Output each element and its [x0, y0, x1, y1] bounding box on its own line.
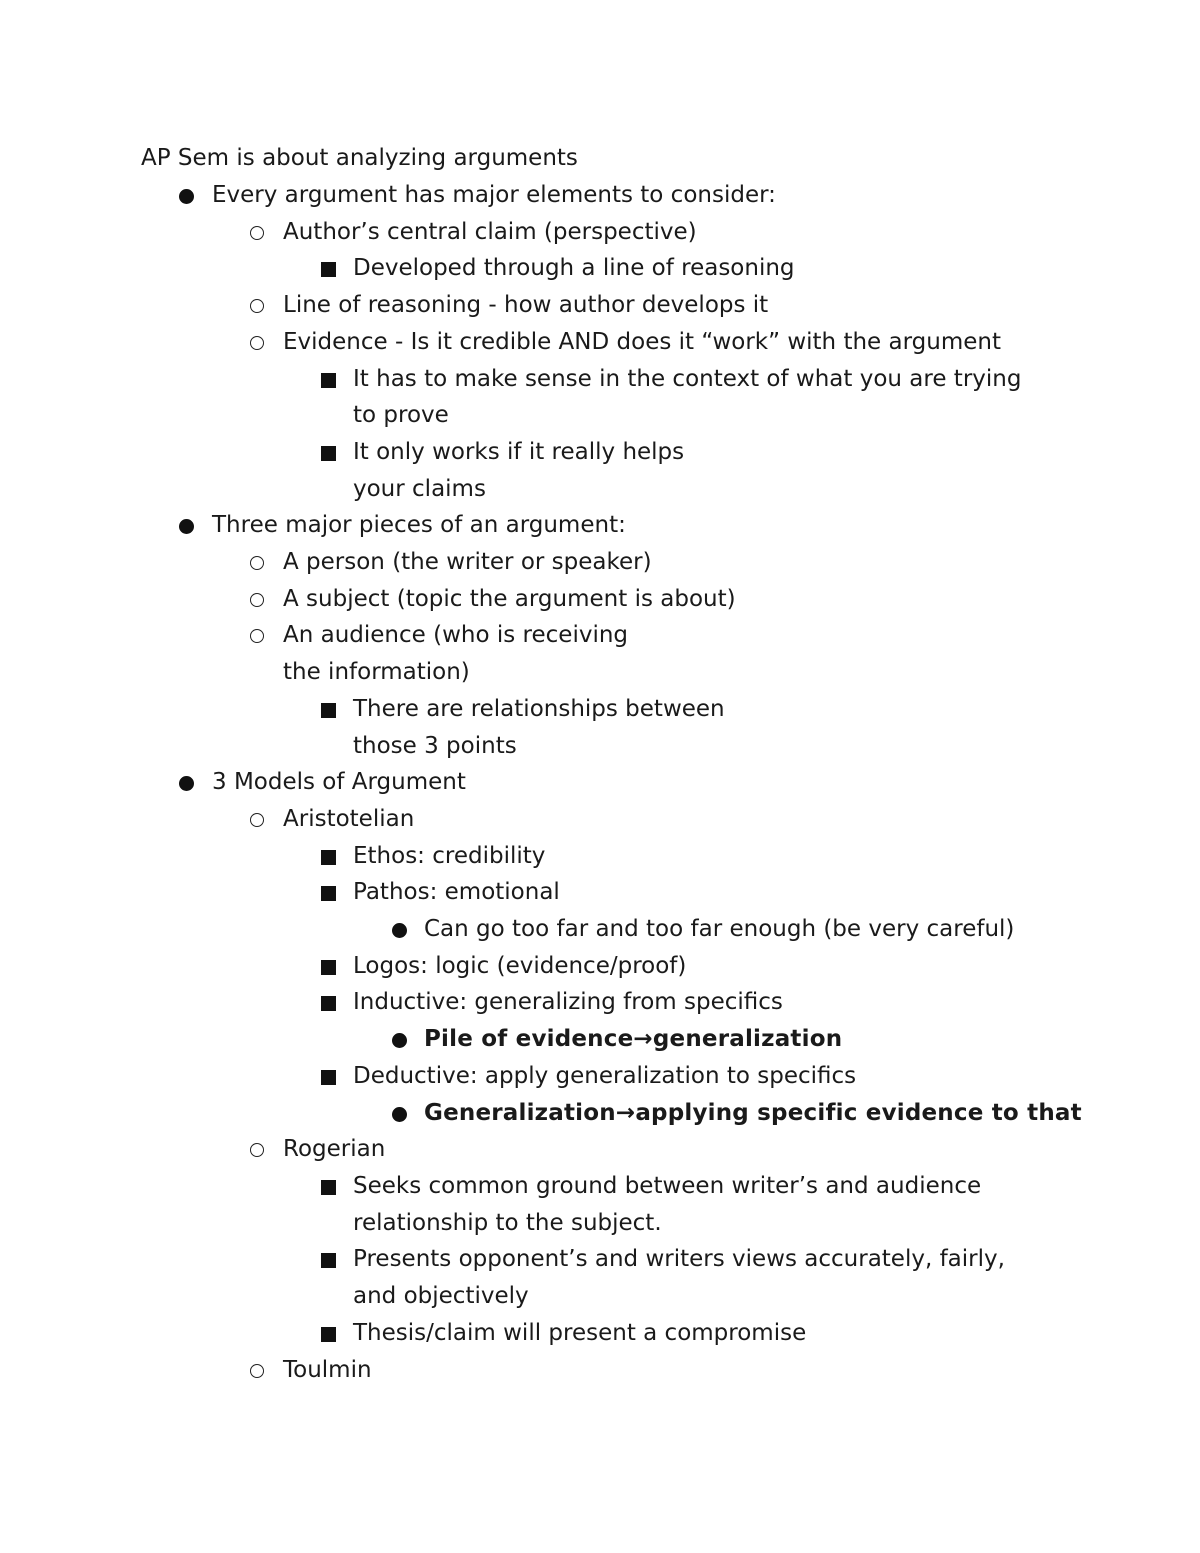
list-item	[0, 691, 1200, 764]
list-item	[0, 1021, 1200, 1058]
filled-circle-bullet-icon	[392, 1107, 407, 1122]
list-item-text: Author’s central claim (perspective)	[283, 218, 697, 245]
list-item	[0, 214, 1200, 251]
list-item	[0, 434, 1200, 507]
list-item	[0, 1315, 1200, 1352]
square-bullet-icon	[321, 703, 336, 718]
list-item-text: Toulmin	[283, 1356, 372, 1383]
list-item-text: Thesis/claim will present a compromise	[353, 1319, 807, 1346]
list-item	[0, 1241, 1200, 1314]
list-item-text: Line of reasoning - how author develops it	[283, 292, 769, 319]
filled-circle-bullet-icon	[392, 923, 407, 938]
list-item	[0, 544, 1200, 581]
hollow-circle-bullet-icon	[250, 629, 264, 643]
list-item	[0, 250, 1200, 287]
list-item-text: Aristotelian	[283, 805, 415, 832]
list-item-text: Can go too far and too far enough (be very careful)	[424, 916, 1015, 943]
square-bullet-icon	[321, 996, 336, 1011]
list-item-text: Logos: logic (evidence/proof)	[353, 952, 687, 979]
square-bullet-icon	[321, 1327, 336, 1342]
list-item-text: Generalization→applying specific evidence to that	[424, 1099, 1082, 1126]
list-item	[0, 874, 1200, 911]
outline-list	[0, 177, 1200, 1388]
list-item	[0, 1058, 1200, 1095]
hollow-circle-bullet-icon	[250, 336, 264, 350]
list-item	[0, 324, 1200, 361]
list-item	[0, 581, 1200, 618]
list-item-text: Seeks common ground between writer’s and audience relationship to the subject.	[353, 1172, 982, 1236]
list-item	[0, 1131, 1200, 1168]
square-bullet-icon	[321, 886, 336, 901]
square-bullet-icon	[321, 1070, 336, 1085]
square-bullet-icon	[321, 1180, 336, 1195]
list-item	[0, 617, 1200, 690]
filled-circle-bullet-icon	[179, 776, 194, 791]
list-item-text: A person (the writer or speaker)	[283, 549, 652, 576]
list-item	[0, 177, 1200, 214]
hollow-circle-bullet-icon	[250, 593, 264, 607]
list-item	[0, 801, 1200, 838]
list-item-text: Evidence - Is it credible AND does it “work” with the argument	[283, 328, 1001, 355]
hollow-circle-bullet-icon	[250, 1364, 264, 1378]
list-item	[0, 361, 1200, 434]
square-bullet-icon	[321, 1253, 336, 1268]
list-item-text: Developed through a line of reasoning	[353, 255, 795, 282]
list-item-text: It only works if it really helps your claims	[353, 438, 685, 502]
page-title: AP Sem is about analyzing arguments	[141, 145, 578, 171]
list-item-text: An audience (who is receiving the information)	[283, 622, 629, 686]
list-item	[0, 1352, 1200, 1389]
list-item	[0, 287, 1200, 324]
list-item	[0, 984, 1200, 1021]
list-item-text: Rogerian	[283, 1136, 386, 1163]
list-item-text: Three major pieces of an argument:	[212, 512, 626, 539]
list-item-text: Pile of evidence→generalization	[424, 1026, 843, 1053]
list-item-text: Inductive: generalizing from specifics	[353, 989, 783, 1016]
hollow-circle-bullet-icon	[250, 1143, 264, 1157]
list-item-text: Presents opponent’s and writers views accurately, fairly, and objectively	[353, 1246, 1005, 1310]
list-item-text: 3 Models of Argument	[212, 769, 466, 796]
list-item	[0, 1095, 1200, 1132]
hollow-circle-bullet-icon	[250, 556, 264, 570]
hollow-circle-bullet-icon	[250, 813, 264, 827]
list-item-text: Ethos: credibility	[353, 842, 546, 869]
hollow-circle-bullet-icon	[250, 226, 264, 240]
filled-circle-bullet-icon	[179, 519, 194, 534]
square-bullet-icon	[321, 446, 336, 461]
list-item-text: A subject (topic the argument is about)	[283, 585, 736, 612]
list-item-text: Pathos: emotional	[353, 879, 560, 906]
list-item	[0, 764, 1200, 801]
square-bullet-icon	[321, 850, 336, 865]
hollow-circle-bullet-icon	[250, 299, 264, 313]
square-bullet-icon	[321, 262, 336, 277]
list-item	[0, 1168, 1200, 1241]
list-item-text: It has to make sense in the context of what you are trying to prove	[353, 365, 1022, 429]
filled-circle-bullet-icon	[179, 189, 194, 204]
list-item-text: Every argument has major elements to consider:	[212, 182, 776, 208]
list-item	[0, 948, 1200, 985]
list-item	[0, 507, 1200, 544]
square-bullet-icon	[321, 960, 336, 975]
filled-circle-bullet-icon	[392, 1033, 407, 1048]
square-bullet-icon	[321, 373, 336, 388]
list-item-text: There are relationships between those 3 points	[353, 695, 725, 759]
list-item	[0, 911, 1200, 948]
list-item	[0, 838, 1200, 875]
list-item-text: Deductive: apply generalization to specifics	[353, 1062, 857, 1089]
